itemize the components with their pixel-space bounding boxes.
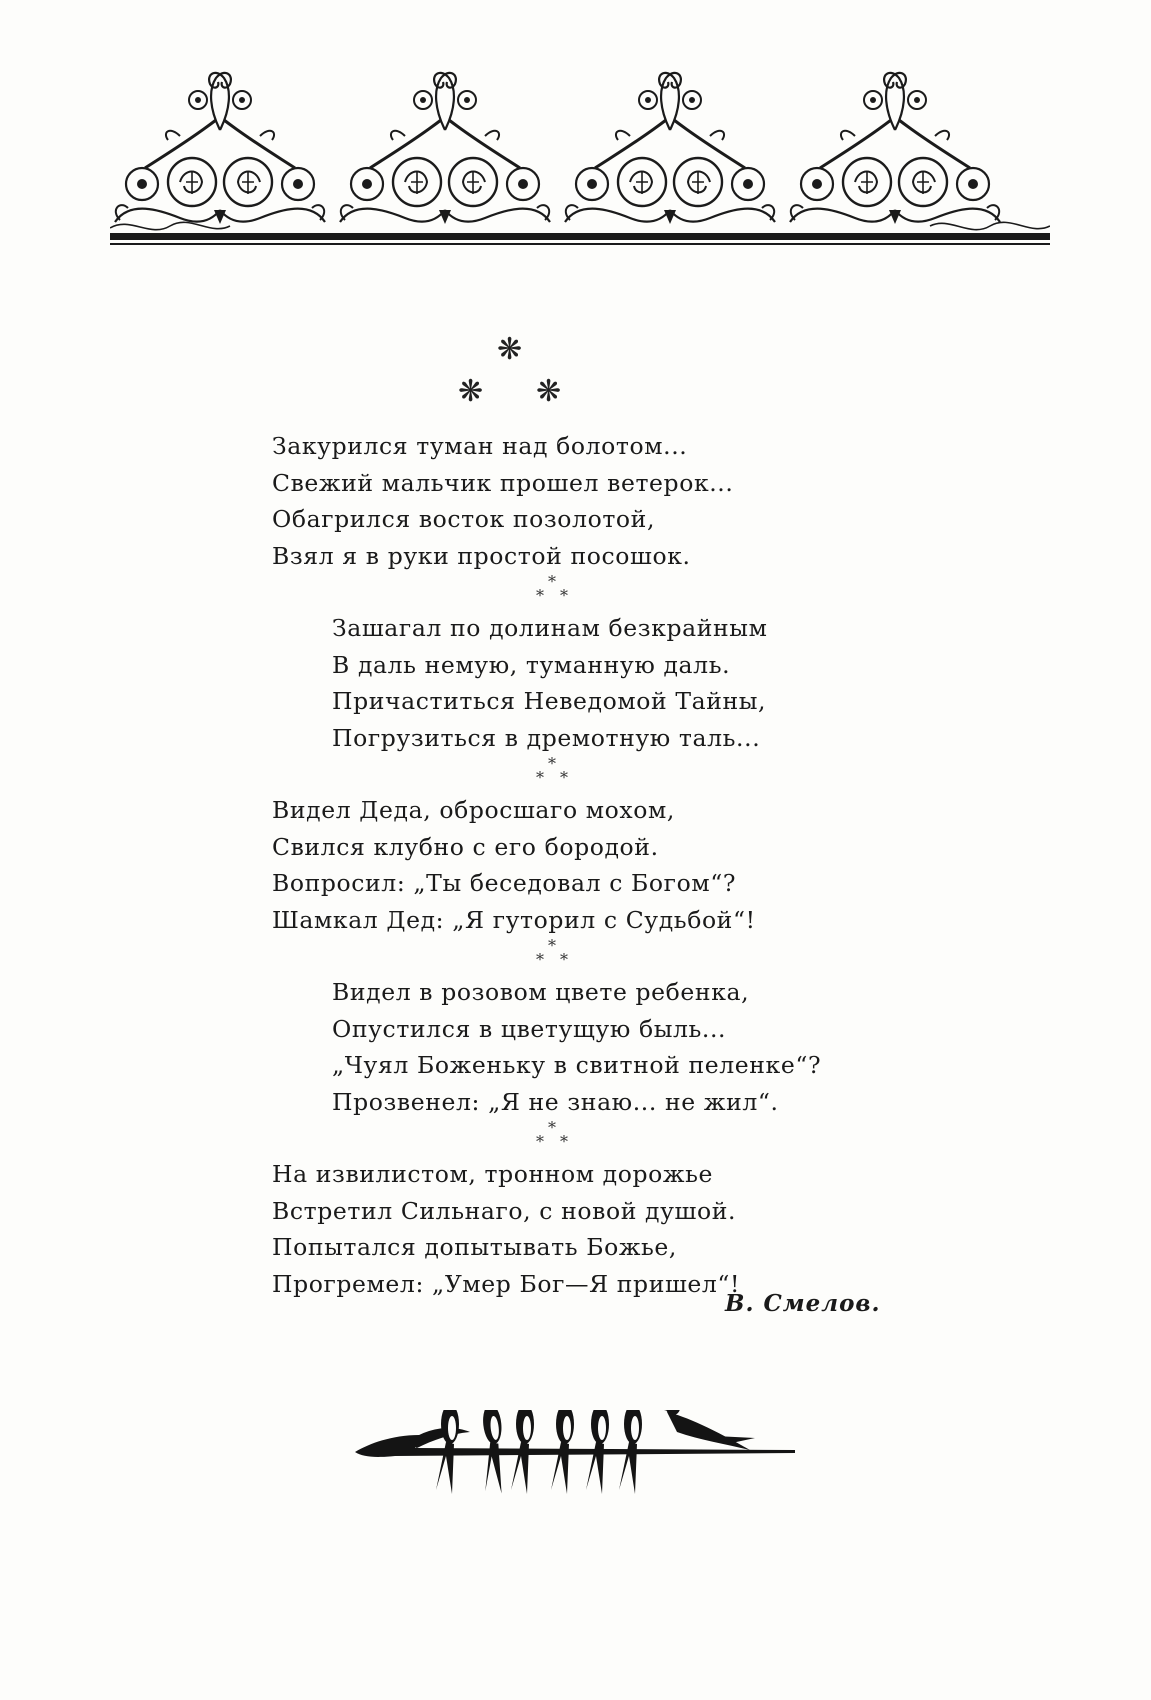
swallows-on-branch-ornament [355, 1410, 795, 1540]
separator-star: * [560, 950, 568, 969]
poem [272, 428, 892, 1302]
poem-line: Прогремел: „Умер Бог—Я пришел“! [272, 1269, 741, 1298]
author-signature: В. Смелов. [725, 1290, 881, 1317]
title-asterism [440, 332, 580, 415]
separator-star: * [536, 586, 544, 605]
poem-line: Закурился туман над болотом... [272, 432, 688, 460]
poem-line: Зашагал по долинам безкрайным [332, 614, 768, 642]
poem-line: Видел Деда, обросшаго мохом, [272, 796, 675, 824]
poem-line: Причаститься Неведомой Тайны, [332, 687, 767, 715]
poem-line: Опустился в цветущую быль... [332, 1014, 727, 1043]
separator-star: * [560, 1132, 568, 1151]
separator-star: * [560, 768, 568, 787]
stanza-separator [524, 1120, 584, 1156]
asterism-star-top: ❋ [497, 332, 523, 367]
stanza-2 [272, 610, 892, 756]
stanza-separator [524, 574, 584, 610]
asterism-star-left: ❋ [458, 374, 484, 409]
poem-line: Вопросил: „Ты беседовал с Богом“? [272, 869, 737, 897]
poem-line: Шамкал Дед: „Я гуторил с Судьбой“! [272, 905, 756, 934]
separator-star: * [548, 936, 556, 955]
poem-line: Обагрился восток позолотой, [272, 505, 656, 533]
separator-star: * [548, 572, 556, 591]
stanza-separator [524, 938, 584, 974]
poem-line: Прозвенел: „Я не знаю... не жил“. [332, 1087, 779, 1116]
stanza-separator [524, 756, 584, 792]
poem-line: „Чуял Боженьку в свитной пеленке“? [332, 1051, 822, 1079]
separator-star: * [548, 1118, 556, 1137]
separator-star: * [536, 768, 544, 787]
separator-star: * [536, 1132, 544, 1151]
poem-line: Взял я в руки простой посошок. [272, 541, 691, 570]
poem-line: В даль немую, туманную даль. [332, 650, 731, 679]
stanza-3 [272, 792, 892, 938]
poem-line: Видел в розовом цвете ребенка, [332, 978, 750, 1006]
separator-star: * [536, 950, 544, 969]
poem-line: Попытался допытывать Божье, [272, 1233, 678, 1261]
poem-line: На извилистом, тронном дорожье [272, 1160, 714, 1188]
separator-star: * [560, 586, 568, 605]
poem-line: Свился клубно с его бородой. [272, 832, 659, 861]
stanza-5 [272, 1156, 892, 1302]
asterism-star-right: ❋ [536, 374, 562, 409]
poem-line: Погрузиться в дремотную таль... [332, 723, 761, 752]
poem-line: Встретил Сильнаго, с новой душой. [272, 1196, 737, 1225]
stanza-1 [272, 428, 892, 574]
floral-header-ornament [110, 60, 1050, 265]
poem-line: Свежий мальчик прошел ветерок... [272, 468, 734, 497]
separator-star: * [548, 754, 556, 773]
stanza-4 [272, 974, 892, 1120]
